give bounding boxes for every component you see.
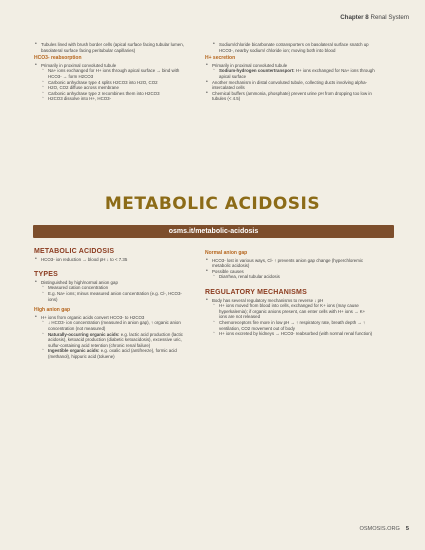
sub-item: ◦ Carbonic anhydrase type 4 splits H2CO3 into H2O, CO2	[48, 80, 194, 86]
bold-term: Naturally-occurring organic acids:	[48, 331, 120, 337]
right-column	[205, 248, 373, 337]
page-number: 5	[405, 526, 409, 532]
list-item	[212, 298, 373, 337]
sub-item: ◦ Carbonic anhydrase type 2 recombines them into H2CO3	[48, 91, 194, 97]
list-item: • HCO3- ion reduction → blood pH ↓ to < 7.35	[41, 257, 184, 263]
sub-item: ◦ H+ ions moved from blood into cells, exchanged for K+ ions (may cause hyperkalemia); if organic anions present, can enter cells with H+ ions → K+ ions are not released	[219, 303, 373, 320]
page-footer	[359, 526, 409, 532]
list-item-text: Body has several regulatory mechanisms to reverse ↓ pH	[212, 297, 324, 303]
list-item	[212, 63, 375, 80]
top-right-column	[205, 42, 375, 102]
sub-item	[48, 348, 184, 359]
page-header	[340, 14, 409, 21]
list-item	[212, 269, 373, 280]
section-heading-regulatory-mechanisms: REGULATORY MECHANISMS	[205, 288, 307, 296]
sub-item: ◦ ↓ HCO3- ion concentration (measured in anion gap), ↑ organic anion concentration (not measured)	[48, 320, 184, 331]
subheading-h-secretion: H+ secretion	[205, 55, 236, 62]
section-heading-types: TYPES	[34, 271, 58, 279]
sub-item: ◦ H2O, CO2 diffuse across membrane	[48, 85, 194, 91]
sub-item: ◦ Measured cation concentration	[48, 285, 184, 291]
list-item-text: Distinguished by high/normal anion gap	[41, 279, 118, 285]
sub-item: ◦ Chemoreceptors fire more in low pH → ↑ respiratory rate, breath depth → ↑ ventilation, CO2 movement out of body	[219, 320, 373, 331]
sub-item: ◦ Diarrhea, renal tubular acidosis	[219, 274, 373, 280]
sub-item: • Sodium/chloride bicarbonate cotransporters on basolateral surface snatch up HCO3-, nearby sodium/ chloride ion; moving both into blood	[219, 42, 375, 53]
left-column	[34, 244, 184, 360]
osmosis-link[interactable]: osms.it/metabolic-acidosis	[33, 225, 394, 238]
section-heading-metabolic-acidosis: METABOLIC ACIDOSIS	[34, 248, 115, 255]
list-item-text: Primarily in proximal convoluted tubule	[41, 62, 117, 68]
sub-item-text: e.g. lactic acid production (lactic acidosis), ketoacid production (diabetic ketoacidosis), excessive uric, sulfur-containing acid retention (chronic renal failure)	[48, 331, 183, 348]
chapter-title: Renal System	[370, 14, 409, 21]
sub-item: ◦ H2CO3 dissolve into H+, HCO3-	[48, 96, 194, 102]
bold-term: Ingestible organic acids:	[48, 348, 100, 354]
site-name: OSMOSIS.ORG	[359, 526, 400, 532]
list-item: • Another mechanism in distal convoluted tubule, collecting ducts involving alpha-intercalated cells	[212, 80, 375, 91]
list-item-text: H+ ions from organic acids convert HCO3- to H2CO3	[41, 314, 145, 320]
sub-item-text: H+ ions exchanged for Na+ ions through apical surface	[219, 68, 375, 79]
list-item	[41, 280, 184, 302]
bold-term: Sodium-hydrogen countertransport:	[219, 68, 295, 74]
list-item: • HCO3- lost in various ways, Cl- ↑ prevents anion gap change (hyperchloremic metabolic acidosis)	[212, 258, 373, 269]
subheading-normal-anion-gap: Normal anion gap	[205, 250, 248, 256]
list-item-text: Possible causes	[212, 268, 244, 274]
sub-item-text: e.g. oxalic acid (antifreeze), formic acid (methanol), hippuric acid (toluene)	[48, 348, 177, 359]
list-item: • Chemical buffers (ammonia, phosphate) prevent urine pH from dropping too low in tubules (< 4.5)	[212, 91, 375, 102]
list-item	[41, 315, 184, 360]
list-item-text: Primarily in proximal convoluted tubule	[212, 62, 288, 68]
subheading-high-anion-gap: High anion gap	[34, 307, 71, 314]
sub-item: ◦ E.g. Na+ ions; minus measured anion concentration (e.g. Cl-, HCO3- ions)	[48, 291, 184, 302]
subheading-hco3-reabsorption: HCO3- reabsorption	[34, 55, 82, 62]
list-item	[41, 63, 194, 102]
chapter-label: Chapter 8	[340, 14, 369, 21]
sub-item	[219, 68, 375, 79]
top-left-column	[34, 42, 194, 102]
page-title: METABOLIC ACIDOSIS	[104, 194, 321, 214]
list-item: • Tubules lined with brush border cells (apical surface facing tubular lumen, basolateral surface facing peritubular capillaries)	[41, 42, 194, 53]
sub-item	[48, 332, 184, 349]
sub-item: ◦ H+ ions excreted by kidneys → HCO3- reabsorbed (with normal renal function)	[219, 331, 373, 337]
sub-item: ◦ Na+ ions exchanged for H+ ions through apical surface → bind with HCO3- → form H2CO3	[48, 68, 194, 79]
